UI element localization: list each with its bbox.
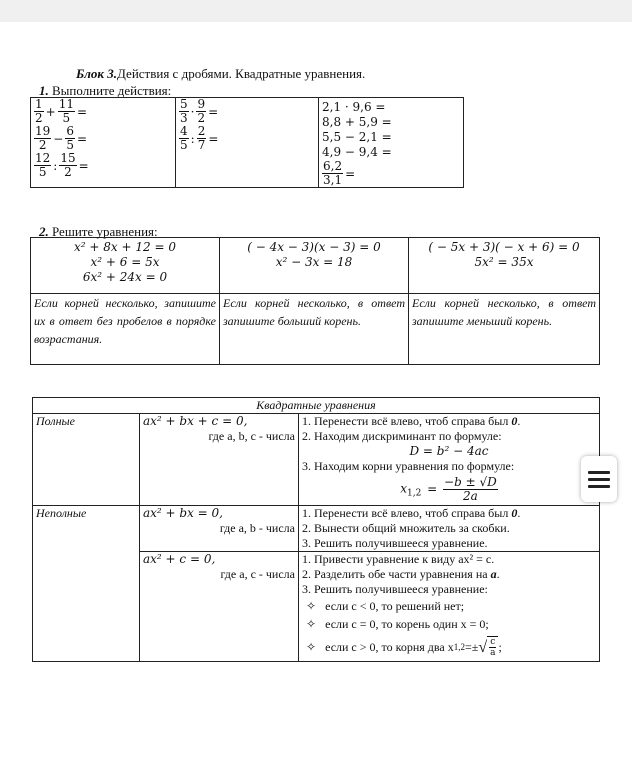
partial-steps-2 (299, 552, 600, 662)
task1-col1 (31, 98, 176, 188)
partial-equation-2-cell (140, 552, 299, 662)
table-title: Квадратные уравнения (33, 398, 600, 414)
equation: 6x² + 24x = 0 (82, 270, 168, 284)
partial-2-step-3: 3. Решить получившееся уравнение: (302, 582, 488, 596)
expression: $\frac{12}{5}$ : $\frac{15}{2}$ = (35, 151, 89, 179)
case-positive: ✧ если c > 0, то корня два x 1,2 =± √ $\frac{c}{a}$ ; (306, 637, 502, 658)
task2-note-3: Если корней несколько, в ответ запишите меньший корень. (409, 294, 600, 365)
hamburger-icon (588, 471, 610, 474)
expression: 2,1 · 9,6 = (322, 100, 386, 114)
expression: $\frac{6,2}{3,1}$ = (323, 159, 356, 187)
expression: $\frac{5}{3}$ · $\frac{9}{2}$ = (180, 97, 219, 125)
task1-heading: 1. Выполните действия: (39, 83, 172, 98)
task2-note-2: Если корней несколько, в ответ запишите больший корень. (220, 294, 409, 365)
task2-note-1: Если корней несколько, запишите их в ответ без пробелов в порядке возрастания. (31, 294, 220, 365)
full-step-3: 3. Находим корни уравнения по формуле: (302, 459, 515, 473)
full-step-1: 1. Перенести всё влево, чтоб справа был 0. (302, 414, 521, 428)
expression: $\frac{1}{2}$ + $\frac{11}{5}$ = (35, 97, 88, 125)
partial-where-1: где a, b - числа (219, 521, 295, 535)
partial-where-2: где a, c - числа (220, 567, 295, 581)
task2-heading: 2. Решите уравнения: (39, 224, 158, 239)
equation: x² + 6 = 5x (90, 255, 160, 269)
partial-equation-2: ax² + c = 0, (143, 552, 216, 566)
partial-1-step-2: 2. Вынести общий множитель за скобки. (302, 521, 510, 535)
full-steps (299, 414, 600, 506)
task2-table (30, 237, 600, 365)
discriminant-formula: D = b² − 4ac (409, 444, 489, 458)
equation: x² − 3x = 18 (275, 255, 353, 269)
equation: ( − 5x + 3)( − x + 6) = 0 (428, 240, 580, 254)
row-label-full: Полные (33, 414, 140, 506)
row-label-partial: Неполные (33, 506, 140, 662)
full-equation-cell (140, 414, 299, 506)
task1-col3 (319, 98, 464, 188)
expression: $\frac{19}{2}$ − $\frac{6}{5}$ = (35, 124, 88, 152)
partial-2-step-1: 1. Привести уравнение к виду ax² = c. (302, 552, 495, 566)
task1-table (30, 97, 464, 188)
partial-steps-1 (299, 506, 600, 552)
hamburger-icon (588, 478, 610, 481)
expression: 8,8 + 5,9 = (322, 115, 392, 129)
partial-1-step-1: 1. Перенести всё влево, чтоб справа был 0. (302, 506, 521, 520)
page-title: Блок 3.Действия с дробями. Квадратные уравнения. (76, 66, 366, 81)
hamburger-icon (588, 485, 610, 488)
roots-formula: $x_{1,2}$ = $\frac{-b \pm √D}{2a}$ (400, 475, 497, 503)
partial-equation-1-cell (140, 506, 299, 552)
task1-col2 (176, 98, 319, 188)
equation: 5x² = 35x (474, 255, 534, 269)
expression: 4,9 − 9,4 = (322, 145, 392, 159)
task2-col2 (220, 238, 409, 294)
expression: $\frac{4}{5}$ : $\frac{2}{7}$ = (180, 124, 219, 152)
partial-equation-1: ax² + bx = 0, (143, 506, 223, 520)
bullet-icon: ✧ (306, 617, 317, 631)
expression: 5,5 − 2,1 = (322, 130, 392, 144)
quadratic-reference-table (32, 397, 600, 662)
equation: ( − 4x − 3)(x − 3) = 0 (247, 240, 381, 254)
partial-2-step-2: 2. Разделить обе части уравнения на a. (302, 567, 500, 581)
case-zero: ✧ если c = 0, то корень один x = 0; (306, 617, 489, 631)
full-step-2: 2. Находим дискриминант по формуле: (302, 429, 502, 443)
full-equation: ax² + bx + c = 0, (143, 414, 248, 428)
task2-col3 (409, 238, 600, 294)
hamburger-menu-button[interactable] (581, 456, 617, 502)
case-negative: ✧ если c < 0, то решений нет; (306, 599, 465, 613)
partial-1-step-3: 3. Решить получившееся уравнение. (302, 536, 488, 550)
equation: x² + 8x + 12 = 0 (74, 240, 176, 254)
bullet-icon: ✧ (306, 599, 317, 613)
bullet-icon: ✧ (306, 639, 317, 654)
task2-col1 (31, 238, 220, 294)
full-where: где a, b, c - числа (208, 429, 295, 443)
